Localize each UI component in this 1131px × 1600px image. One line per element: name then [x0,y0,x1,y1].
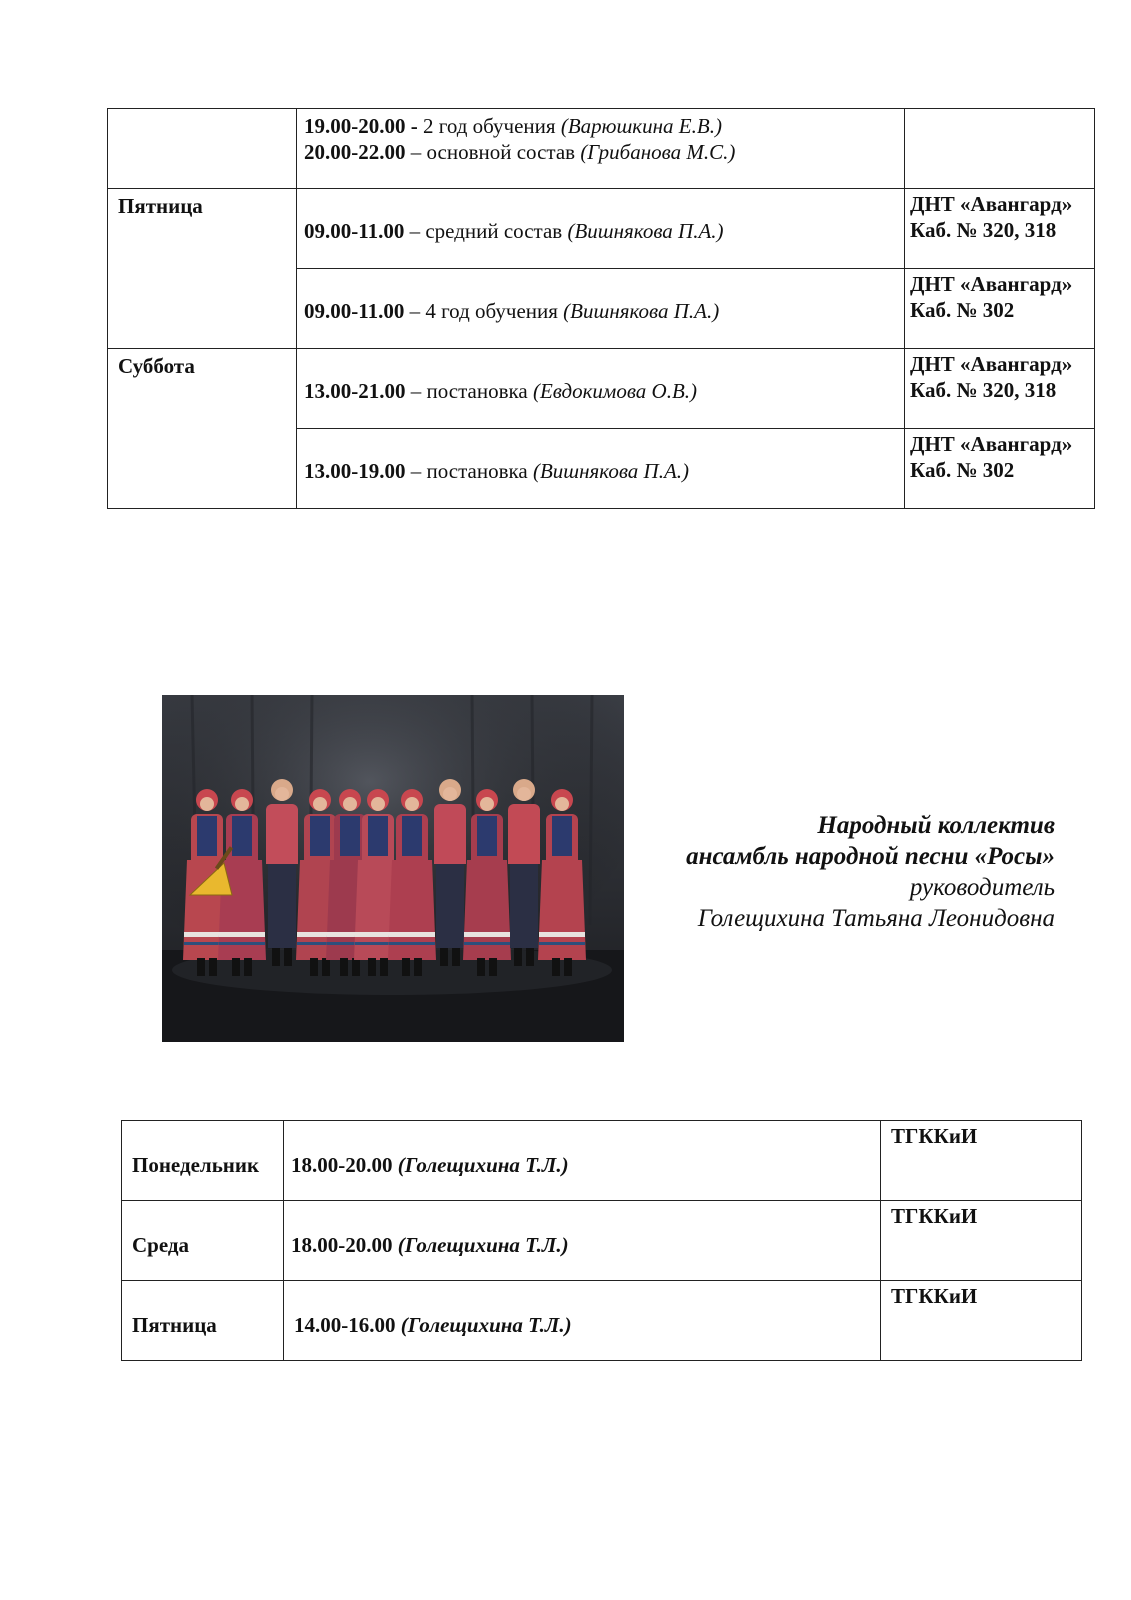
day-cell: Пятница [122,1281,284,1361]
teacher-text: (Голещихина Т.Л.) [397,1152,569,1177]
time-text: 20.00-22.00 [304,140,406,164]
teacher-text: (Голещихина Т.Л.) [400,1312,572,1337]
teacher-text: (Вишнякова П.А.) [567,218,724,243]
location-cell [905,429,1095,509]
time-text: 09.00-11.00 [304,298,405,323]
group-text: 4 год обучения [425,298,564,323]
time-text: 13.00-19.00 [304,458,406,483]
table-row [108,189,1095,269]
time-text: 18.00-20.00 [291,1152,393,1177]
location-room: Каб. № 320, 318 [910,218,1057,242]
table-row [122,1201,1082,1281]
table-row [122,1121,1082,1201]
day-cell: Суббота [108,349,297,509]
activity-line [304,298,897,324]
location-cell: ТГККиИ [881,1201,1082,1281]
activity-cell [297,349,905,429]
separator: – [404,298,426,323]
activity-cell [284,1121,881,1201]
schedule-table-top [107,108,1095,509]
day-cell: Понедельник [122,1121,284,1201]
ensemble-title-line1: Народный коллектив [817,812,1055,839]
location-room: Каб. № 320, 318 [910,378,1057,402]
group-text: постановка [426,458,533,483]
leader-name: Голещихина Татьяна Леонидовна [697,905,1055,932]
activity-cell [284,1201,881,1281]
activity-line [304,458,897,484]
location-venue: ДНТ «Авангард» [910,352,1073,376]
teacher-text: (Вишнякова П.А.) [563,298,720,323]
activity-cell [297,269,905,349]
separator: – [405,458,427,483]
teacher-text: (Вишнякова П.А.) [532,458,690,483]
day-cell [108,109,297,189]
table-row [108,109,1095,189]
day-cell: Пятница [108,189,297,349]
time-text: 13.00-21.00 [304,378,406,403]
ensemble-photo [162,695,624,1042]
location-cell [905,269,1095,349]
activity-cell [284,1281,881,1361]
separator: - [405,114,423,138]
teacher-text: (Голещихина Т.Л.) [397,1232,569,1257]
activity-line [304,139,897,165]
location-cell [905,349,1095,429]
activity-line [304,113,897,139]
separator: – [405,378,427,403]
group-text: средний состав [425,218,568,243]
table-row [108,349,1095,429]
table-row [122,1281,1082,1361]
time-text: 18.00-20.00 [291,1232,393,1257]
location-cell [905,109,1095,189]
location-room: Каб. № 302 [910,458,1015,482]
group-text: 2 год обучения [423,114,561,138]
ensemble-caption [686,810,1055,934]
location-venue: ДНТ «Авангард» [910,272,1073,296]
separator: – [405,140,427,164]
group-text: постановка [426,378,533,403]
location-venue: ДНТ «Авангард» [910,432,1073,456]
activity-cell [297,109,905,189]
group-text: основной состав [426,140,581,164]
time-text: 09.00-11.00 [304,218,405,243]
location-cell: ТГККиИ [881,1281,1082,1361]
activity-cell [297,429,905,509]
activity-line [304,378,897,404]
location-room: Каб. № 302 [910,298,1015,322]
location-cell: ТГККиИ [881,1121,1082,1201]
activity-cell [297,189,905,269]
ensemble-title-line2: ансамбль народной песни «Росы» [686,843,1055,870]
teacher-text: (Евдокимова О.В.) [532,378,698,403]
location-venue: ДНТ «Авангард» [910,192,1073,216]
leader-role: руководитель [909,874,1055,901]
time-text: 19.00-20.00 [304,114,406,138]
time-text: 14.00-16.00 [294,1312,396,1337]
location-cell [905,189,1095,269]
teacher-text: (Грибанова М.С.) [580,140,736,164]
teacher-text: (Варюшкина Е.В.) [560,114,722,138]
activity-line [304,218,897,244]
day-cell: Среда [122,1201,284,1281]
schedule-table-bottom [121,1120,1082,1361]
separator: – [404,218,426,243]
